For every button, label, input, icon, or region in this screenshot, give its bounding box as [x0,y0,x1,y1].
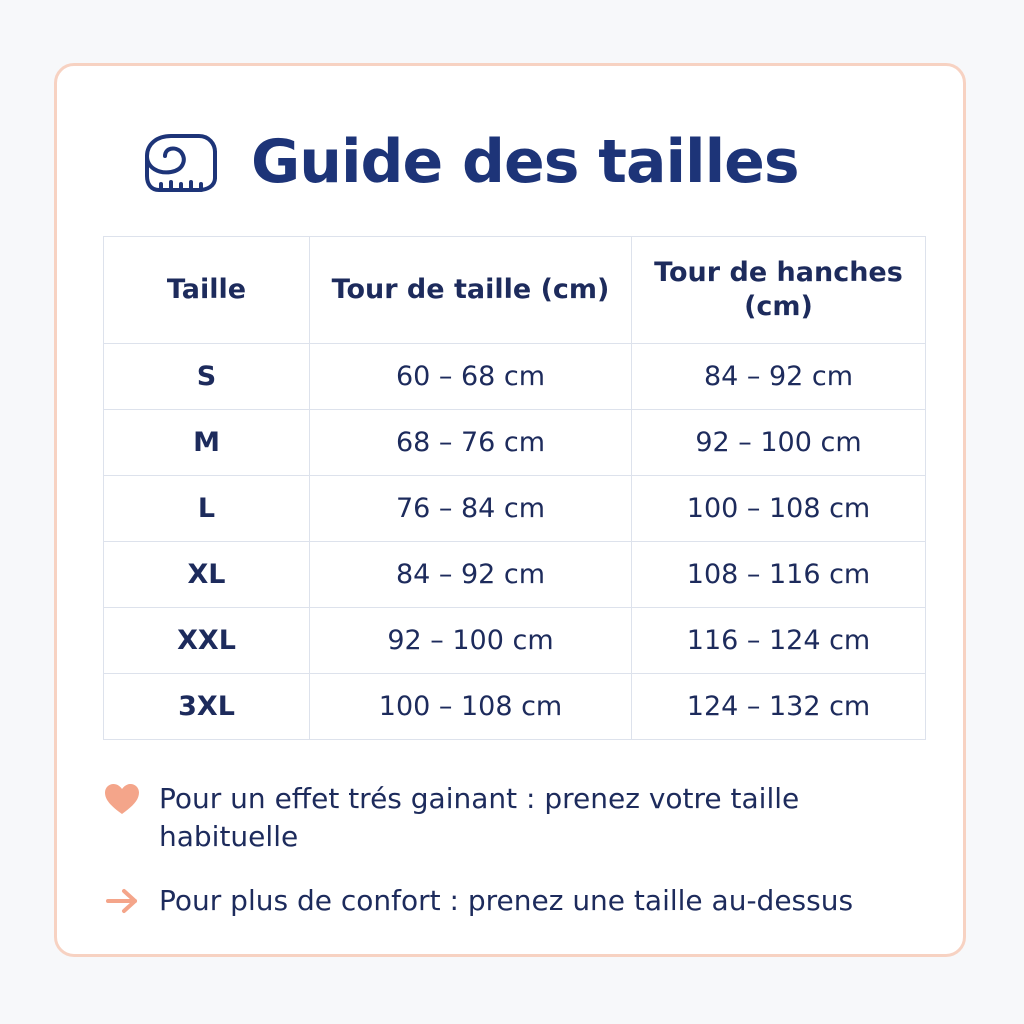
table-header-row [104,237,926,344]
size-cell: XXL [104,608,310,674]
note-text: Pour un effet trés gainant : prenez votre taille habituelle [159,782,800,853]
size-cell: XL [104,542,310,608]
page-title: Guide des tailles [251,127,799,197]
table-row [104,410,926,476]
hips-cell: 116 – 124 cm [632,608,926,674]
hips-cell: 124 – 132 cm [632,674,926,740]
table-row [104,476,926,542]
arrow-right-icon [101,882,143,920]
hips-cell: 108 – 116 cm [632,542,926,608]
waist-cell: 60 – 68 cm [310,344,632,410]
heart-icon [101,780,143,818]
waist-cell: 68 – 76 cm [310,410,632,476]
fit-note-snug [101,780,879,856]
hips-cell: 100 – 108 cm [632,476,926,542]
size-guide-card [54,63,966,957]
waist-cell: 84 – 92 cm [310,542,632,608]
waist-cell: 100 – 108 cm [310,674,632,740]
column-header-waist: Tour de taille (cm) [310,237,632,344]
header [137,112,799,212]
waist-cell: 92 – 100 cm [310,608,632,674]
table-row [104,542,926,608]
hips-cell: 92 – 100 cm [632,410,926,476]
table-row [104,344,926,410]
size-cell: 3XL [104,674,310,740]
measuring-tape-icon [137,126,221,198]
size-cell: M [104,410,310,476]
waist-cell: 76 – 84 cm [310,476,632,542]
size-table [103,236,926,740]
column-header-size: Taille [104,237,310,344]
table-row [104,674,926,740]
column-header-hips: Tour de hanches (cm) [632,237,926,344]
note-text: Pour plus de confort : prenez une taille au-dessus [159,884,854,917]
size-cell: S [104,344,310,410]
hips-cell: 84 – 92 cm [632,344,926,410]
size-cell: L [104,476,310,542]
fit-note-comfort [101,882,879,920]
table-row [104,608,926,674]
